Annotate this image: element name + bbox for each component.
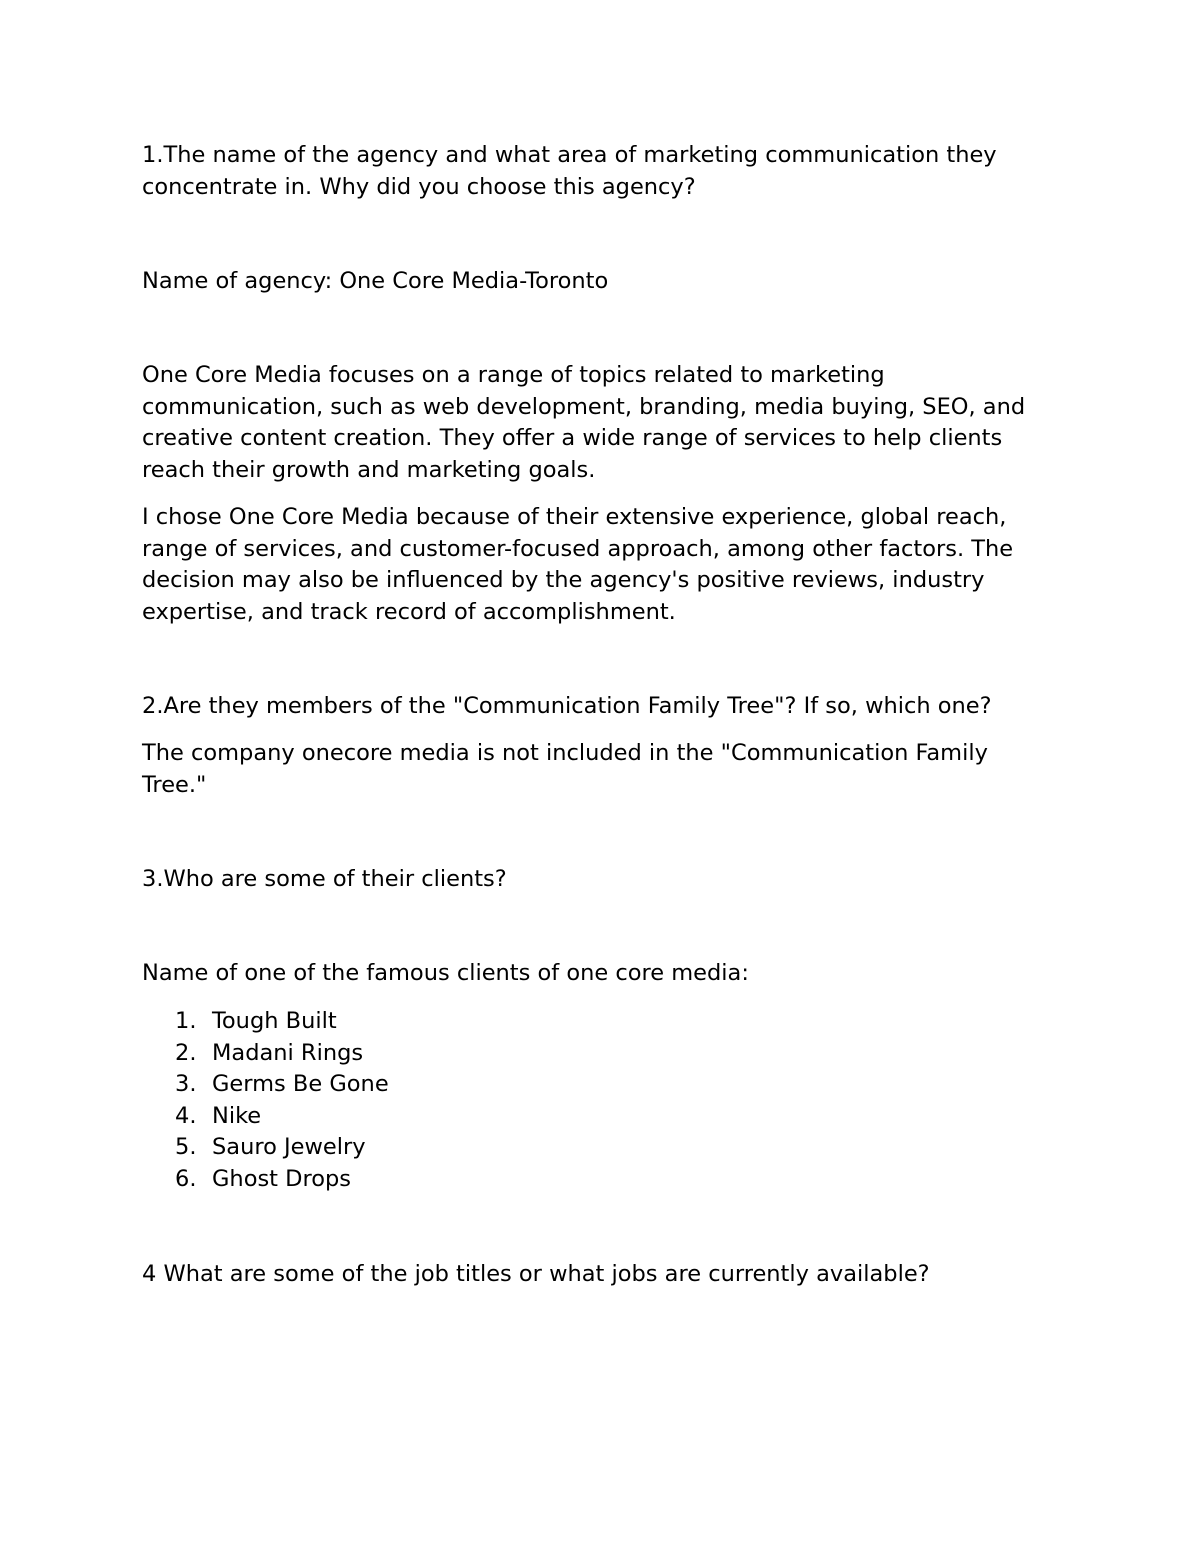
list-item bbox=[142, 1038, 389, 1070]
client-name: Ghost Drops bbox=[212, 1165, 352, 1192]
answer-2: The company onecore media is not included in the "Communication Family Tree." bbox=[142, 740, 988, 798]
list-item bbox=[142, 1101, 389, 1133]
question-4: 4 What are some of the job titles or what jobs are currently available? bbox=[142, 1261, 930, 1287]
clients-list bbox=[142, 1006, 389, 1196]
list-item-number: 6. bbox=[175, 1165, 197, 1192]
list-item bbox=[142, 1164, 389, 1196]
question-2: 2.Are they members of the "Communication Family Tree"? If so, which one? bbox=[142, 693, 992, 719]
list-item-number: 4. bbox=[175, 1102, 197, 1129]
list-item-number: 5. bbox=[175, 1134, 197, 1161]
list-item-number: 3. bbox=[175, 1071, 197, 1098]
list-item-number: 2. bbox=[175, 1039, 197, 1066]
client-name: Germs Be Gone bbox=[212, 1071, 389, 1098]
agency-name-line: Name of agency: One Core Media-Toronto bbox=[142, 268, 609, 294]
agency-focus-paragraph: One Core Media focuses on a range of topics related to marketing communication, such as web development, branding, media buying, SEO, and creative content creation. They offer a wide range of services to help clients reach their growth and marketing goals. bbox=[142, 362, 1026, 483]
client-name: Nike bbox=[212, 1102, 262, 1129]
client-name: Tough Built bbox=[212, 1008, 337, 1034]
agency-choice-reason-paragraph: I chose One Core Media because of their extensive experience, global reach, range of services, and customer-focused approach, among other factors. The decision may also be influenced by the agency's positive reviews, industry expertise, and track record of accomplishment. bbox=[142, 504, 1014, 625]
list-item-number: 1. bbox=[175, 1008, 197, 1034]
client-name: Sauro Jewelry bbox=[212, 1134, 366, 1161]
client-name: Madani Rings bbox=[212, 1039, 364, 1066]
list-item bbox=[142, 1006, 389, 1038]
clients-intro: Name of one of the famous clients of one core media: bbox=[142, 960, 749, 986]
list-item bbox=[142, 1069, 389, 1101]
list-item bbox=[142, 1132, 389, 1164]
question-1: 1.The name of the agency and what area of marketing communication they concentrate in. Why did you choose this agency? bbox=[142, 142, 997, 200]
question-3: 3.Who are some of their clients? bbox=[142, 866, 507, 892]
